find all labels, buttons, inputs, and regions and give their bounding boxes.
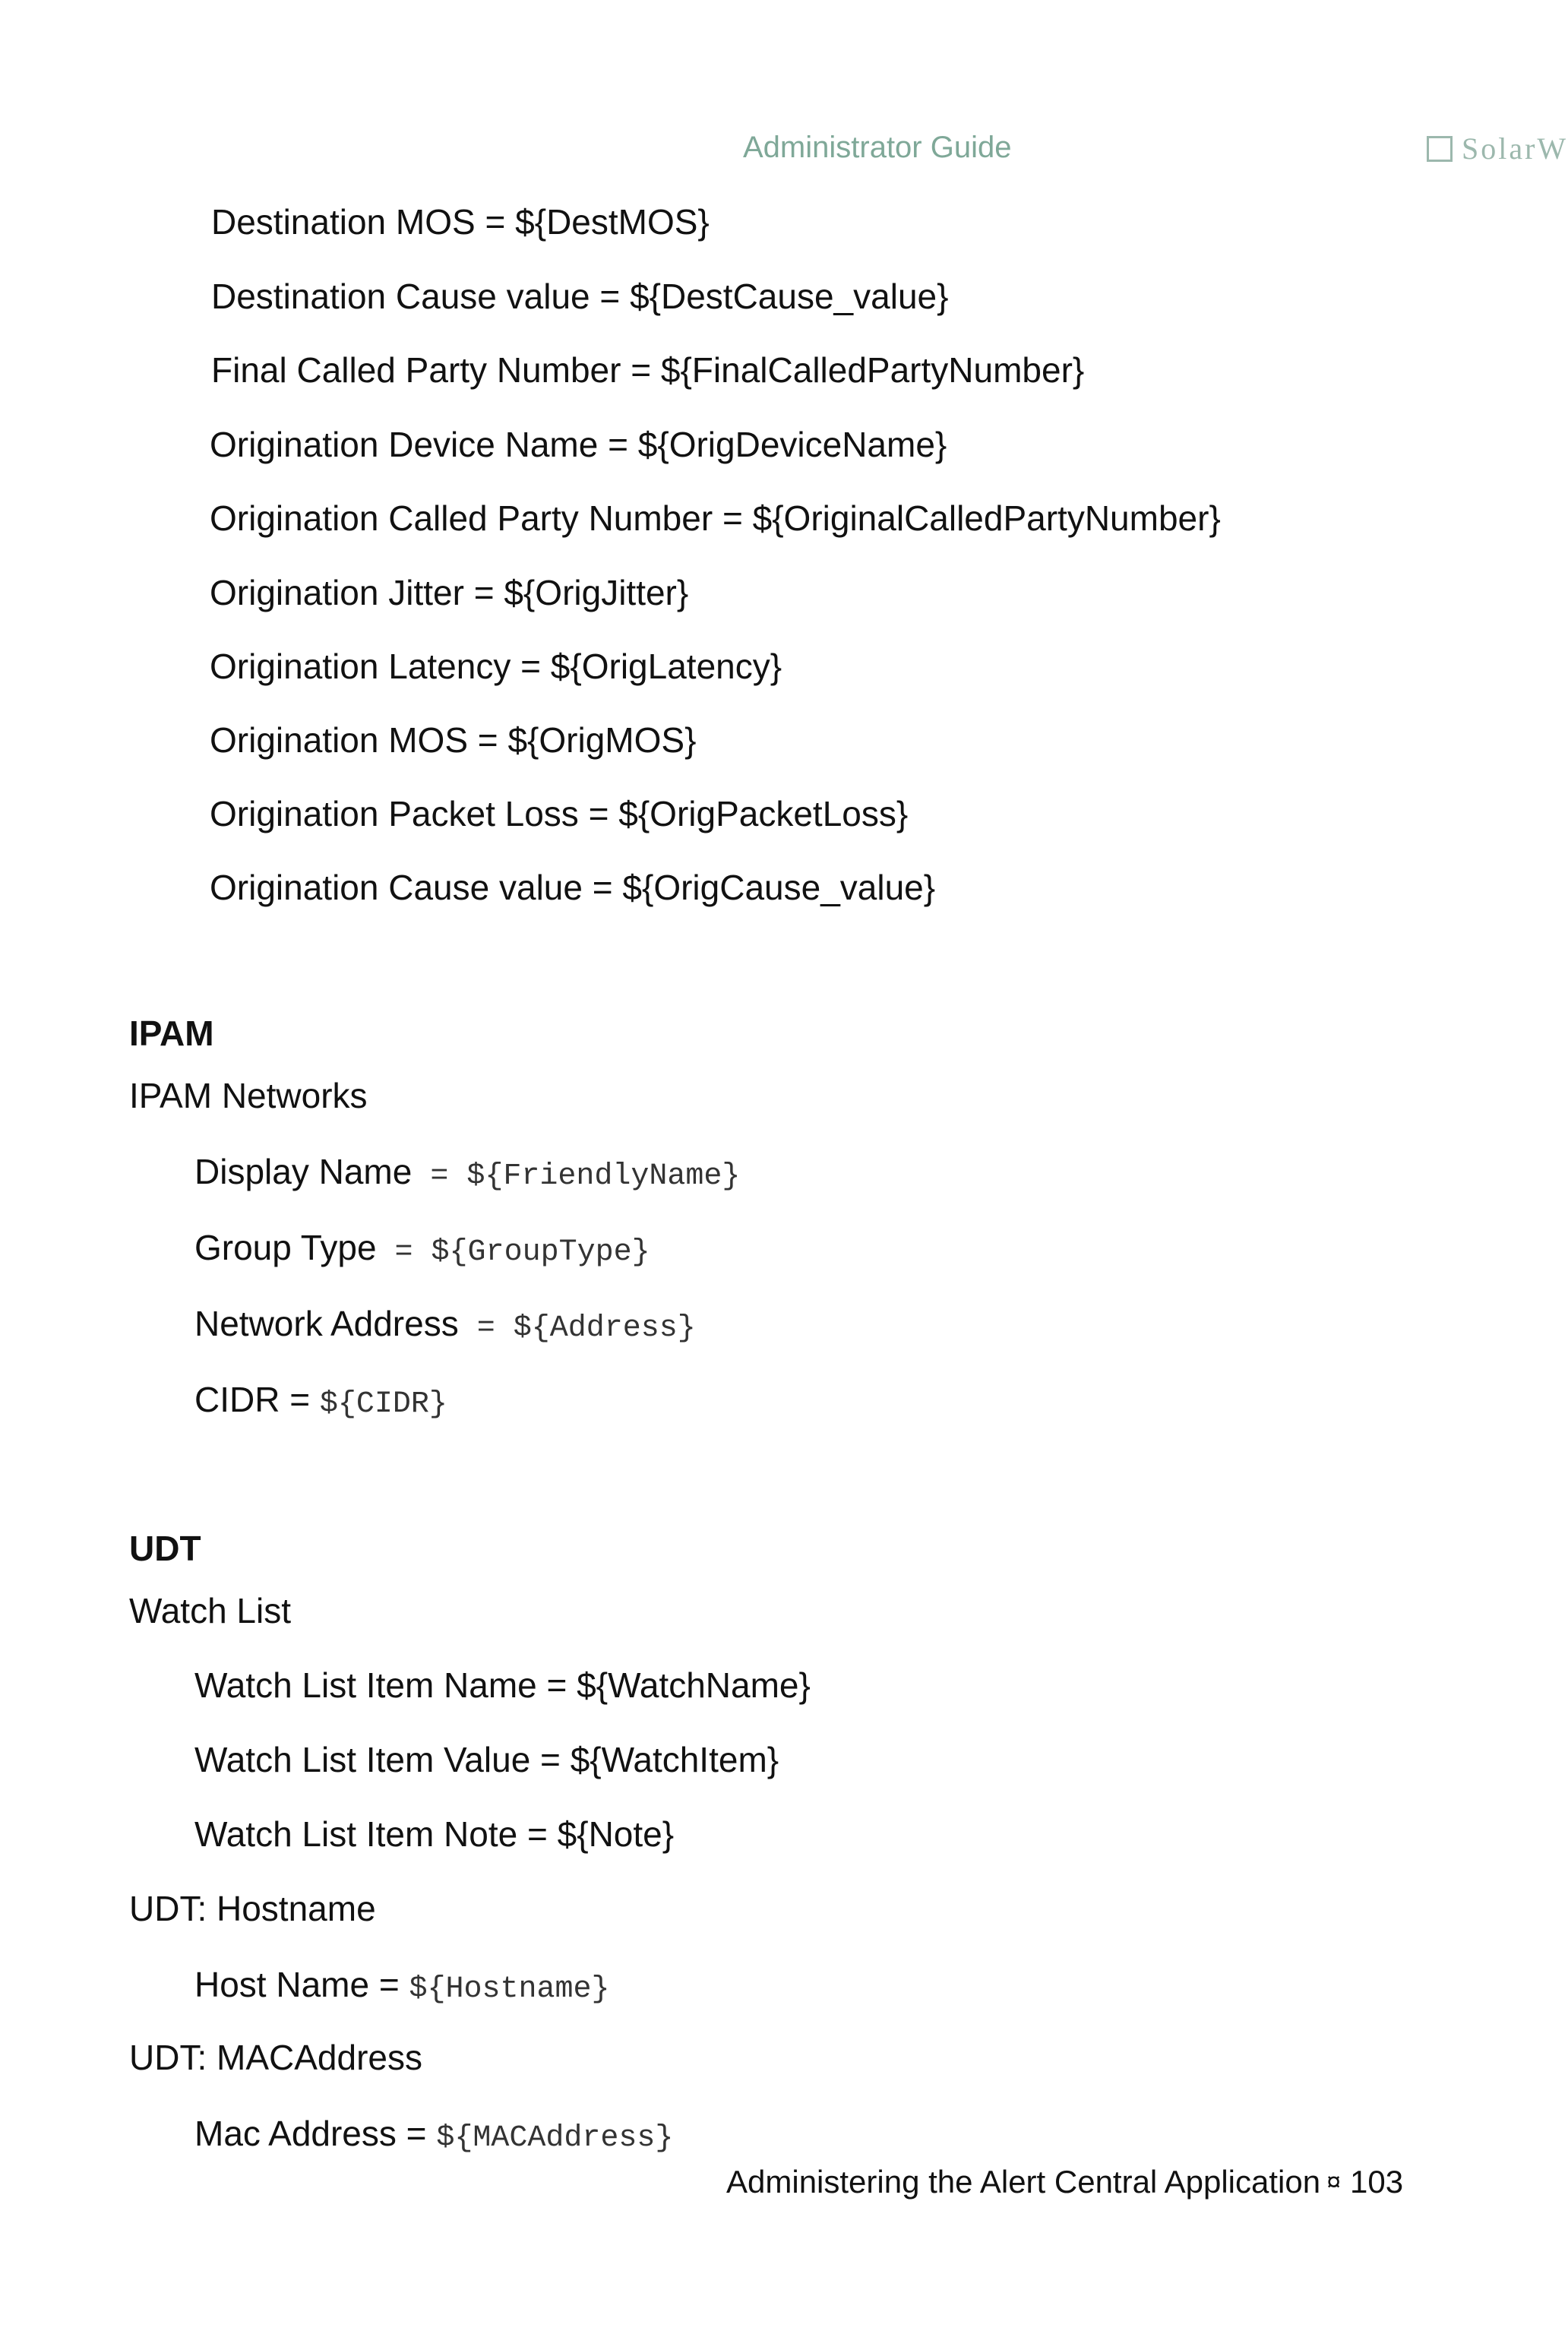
variable-line-final-called: Final Called Party Number = ${FinalCalledPartyNumber} [211, 350, 1085, 390]
variable-line-orig-called: Origination Called Party Number = ${OriginalCalledPartyNumber} [210, 498, 1221, 538]
variable-line-dest-mos: Destination MOS = ${DestMOS} [211, 202, 710, 242]
logo-text: SolarW [1462, 131, 1568, 166]
udt-watch-list-title: Watch List [129, 1591, 292, 1630]
udt-hostname-title: UDT: Hostname [129, 1889, 376, 1928]
variable-line-orig-cause: Origination Cause value = ${OrigCause_value} [210, 868, 936, 907]
ipam-subtitle: IPAM Networks [129, 1076, 368, 1115]
udt-mac-line: Mac Address = ${MACAddress} [194, 2114, 674, 2155]
watch-list-item-value: Watch List Item Value = ${WatchItem} [194, 1740, 779, 1779]
watch-list-item-note: Watch List Item Note = ${Note} [194, 1814, 675, 1854]
variable-line-orig-jitter: Origination Jitter = ${OrigJitter} [210, 573, 689, 612]
variable-line-orig-packet-loss: Origination Packet Loss = ${OrigPacketLoss} [210, 794, 909, 833]
variable-line-orig-mos: Origination MOS = ${OrigMOS} [210, 720, 697, 760]
variable-line-orig-device: Origination Device Name = ${OrigDeviceName} [210, 425, 947, 464]
udt-mac-title: UDT: MACAddress [129, 2038, 422, 2077]
page-number: 103 [1350, 2164, 1404, 2200]
footer-text: Administering the Alert Central Application [726, 2164, 1321, 2200]
ipam-item-group-type: Group Type = ${GroupType} [194, 1228, 650, 1270]
page-footer [726, 2162, 1403, 2202]
section-title-ipam: IPAM [129, 1014, 214, 1053]
variable-line-dest-cause: Destination Cause value = ${DestCause_value} [211, 277, 949, 316]
udt-hostname-line: Host Name = ${Hostname} [194, 1965, 610, 2007]
logo-box-icon [1427, 136, 1453, 162]
ipam-item-network-address: Network Address = ${Address} [194, 1304, 696, 1346]
variable-line-orig-latency: Origination Latency = ${OrigLatency} [210, 647, 782, 686]
ipam-item-cidr: CIDR = ${CIDR} [194, 1380, 447, 1422]
ipam-item-display-name: Display Name = ${FriendlyName} [194, 1152, 741, 1194]
header-title: Administrator Guide [743, 131, 1012, 164]
section-title-udt: UDT [129, 1529, 201, 1568]
watch-list-item-name: Watch List Item Name = ${WatchName} [194, 1665, 811, 1705]
footer-separator-icon: ¤ [1326, 2168, 1342, 2196]
solarwinds-logo [1427, 131, 1568, 167]
